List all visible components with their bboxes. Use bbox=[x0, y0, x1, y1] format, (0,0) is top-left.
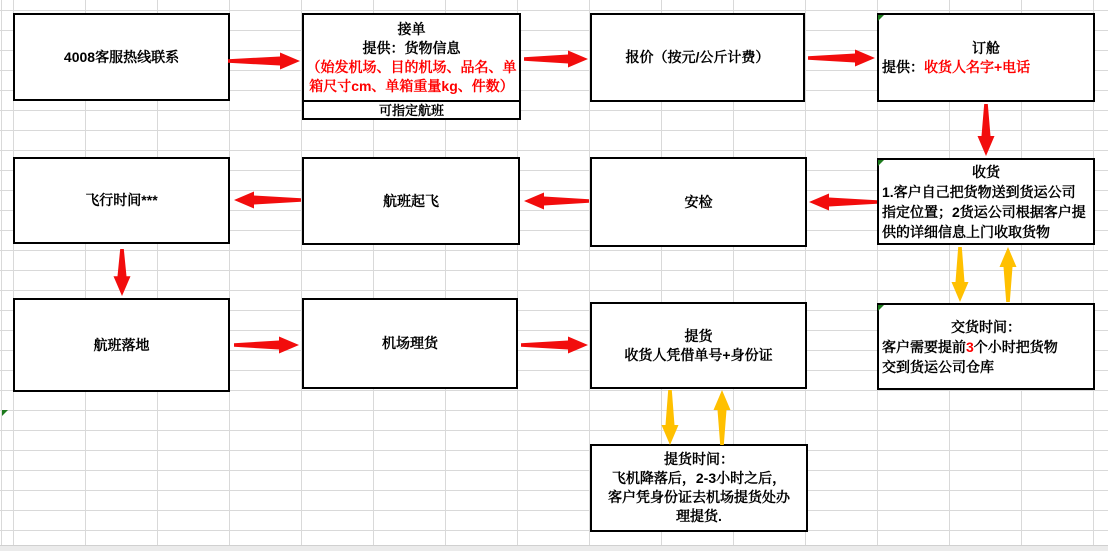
booking-provide-line bbox=[879, 58, 1093, 77]
security-title: 安检 bbox=[684, 193, 713, 210]
arrow-flight-time-to-landing[interactable] bbox=[114, 249, 131, 296]
arrow-hotline-to-order[interactable] bbox=[228, 53, 300, 70]
pickup-time-line2: 客户凭身份证去机场提货处办 bbox=[608, 489, 790, 505]
delivery-time-suffix: 个小时把货物 bbox=[973, 338, 1058, 355]
arrow-pickup-to-pickup-time-down[interactable] bbox=[662, 390, 679, 445]
cell-error-indicator bbox=[878, 15, 884, 21]
cell-error-indicator bbox=[878, 305, 884, 311]
pickup-time-title: 提货时间： bbox=[664, 451, 734, 467]
arrow-booking-to-receive[interactable] bbox=[978, 104, 995, 156]
flow-box-tally[interactable] bbox=[302, 298, 518, 389]
order-footer-label: 可指定航班 bbox=[378, 102, 444, 118]
flow-box-security[interactable] bbox=[590, 157, 807, 247]
arrow-landing-to-tally[interactable] bbox=[234, 337, 299, 354]
flow-box-hotline[interactable] bbox=[13, 13, 230, 101]
receive-body bbox=[879, 182, 1093, 242]
receive-body-line3: 供的详细信息上门收取货物 bbox=[882, 223, 1050, 240]
arrow-tally-to-pickup[interactable] bbox=[521, 337, 588, 354]
receive-title: 收货 bbox=[972, 163, 1000, 180]
order-subtitle: 提供：货物信息 bbox=[362, 39, 461, 56]
order-main-section bbox=[304, 15, 519, 100]
booking-label: 提供： bbox=[882, 58, 924, 75]
flow-box-pickup[interactable] bbox=[590, 302, 807, 389]
tally-title: 机场理货 bbox=[382, 335, 438, 351]
flow-box-takeoff[interactable] bbox=[302, 157, 520, 245]
delivery-time-prefix: 客户需要提前 bbox=[882, 338, 966, 355]
receive-body-line2: 指定位置；2货运公司根据客户提 bbox=[882, 203, 1086, 220]
arrow-order-to-quote[interactable] bbox=[524, 51, 588, 68]
booking-red-value: 收货人名字+电话 bbox=[924, 58, 1031, 75]
arrow-quote-to-booking[interactable] bbox=[808, 50, 875, 67]
flow-box-order[interactable] bbox=[302, 13, 521, 120]
delivery-time-title: 交货时间： bbox=[951, 318, 1021, 335]
flow-box-pickup-time[interactable] bbox=[590, 444, 808, 532]
landing-title: 航班落地 bbox=[93, 336, 150, 353]
flow-box-delivery-time[interactable] bbox=[877, 303, 1095, 390]
arrow-receive-to-security[interactable] bbox=[809, 194, 877, 211]
arrow-pickup-time-to-pickup-up[interactable] bbox=[714, 390, 731, 445]
order-red-note-line1: （始发机场、目的机场、品名、单 bbox=[306, 58, 517, 75]
arrow-receive-to-delivery-time-down[interactable] bbox=[952, 247, 969, 302]
flight-time-title: 飞行时间*** bbox=[85, 192, 158, 208]
pickup-time-line3: 理提货. bbox=[676, 508, 722, 524]
hotline-title: 4008客服热线联系 bbox=[63, 48, 180, 65]
delivery-time-red-number: 3 bbox=[966, 338, 974, 355]
arrow-delivery-time-to-receive-up[interactable] bbox=[1000, 247, 1017, 302]
delivery-time-body bbox=[879, 337, 1093, 377]
pickup-title: 提货 bbox=[684, 327, 713, 344]
flow-box-booking[interactable] bbox=[877, 13, 1095, 102]
order-footer-section bbox=[304, 100, 519, 118]
booking-title: 订舱 bbox=[972, 39, 1000, 56]
takeoff-title: 航班起飞 bbox=[383, 192, 439, 209]
sheet-edge-strip bbox=[0, 545, 1108, 551]
pickup-subtitle: 收货人凭借单号+身份证 bbox=[624, 346, 773, 363]
pickup-time-line1: 飞机降落后，2-3小时之后， bbox=[611, 470, 787, 486]
flow-box-quote[interactable] bbox=[590, 13, 805, 102]
arrow-takeoff-to-flight-time[interactable] bbox=[234, 192, 301, 209]
flow-box-receive[interactable] bbox=[877, 158, 1095, 245]
delivery-time-line2: 交到货运公司仓库 bbox=[882, 358, 994, 375]
cell-error-indicator bbox=[878, 160, 884, 166]
flow-box-landing[interactable] bbox=[13, 298, 230, 392]
receive-body-line1: 1.客户自己把货物送到货运公司 bbox=[882, 183, 1076, 200]
cell-error-indicator bbox=[2, 410, 8, 416]
flow-box-flight-time[interactable] bbox=[13, 157, 230, 244]
order-red-note-line2: 箱尺寸cm、单箱重量kg、件数） bbox=[309, 77, 514, 94]
arrow-security-to-takeoff[interactable] bbox=[524, 193, 589, 210]
order-title: 接单 bbox=[397, 20, 426, 37]
quote-title: 报价（按元/公斤计费） bbox=[625, 49, 770, 65]
